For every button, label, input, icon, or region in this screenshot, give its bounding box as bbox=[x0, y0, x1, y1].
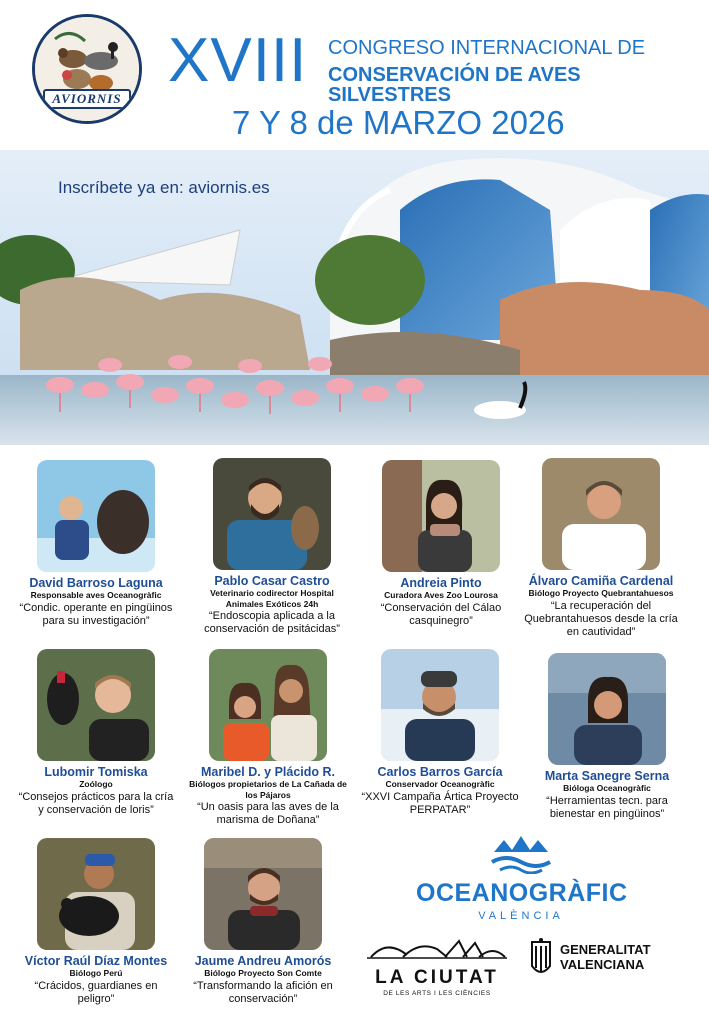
speaker-role: Biólogo Perú bbox=[69, 968, 123, 979]
speaker-name: Lubomir Tomiska bbox=[44, 765, 148, 779]
speaker-talk: “Herramientas tecn. para bienestar en pingüinos” bbox=[546, 794, 668, 820]
speaker-photo bbox=[548, 653, 666, 765]
speaker-role: Biólogos propietarios de La Cañada de los Pájaros bbox=[189, 779, 347, 800]
generalitat-logo bbox=[530, 938, 651, 978]
speaker-talk: “Crácidos, guardianes en peligro” bbox=[34, 979, 158, 1005]
event-dates: 7 Y 8 de MARZO 2026 bbox=[232, 104, 565, 141]
coat-of-arms-icon bbox=[530, 938, 552, 978]
speaker-name: Pablo Casar Castro bbox=[214, 574, 330, 588]
oceanografic-logo bbox=[416, 834, 626, 922]
speaker-talk: “Conservación del Cálao casquinegro” bbox=[380, 601, 502, 627]
speaker-talk: “Consejos prácticos para la cría y conservación de loris” bbox=[18, 790, 174, 816]
speaker-role: Conservador Oceanogràfic bbox=[385, 779, 495, 790]
speaker-card bbox=[192, 458, 352, 636]
congress-title-line2: CONSERVACIÓN DE AVES SILVESTRES bbox=[328, 64, 581, 106]
ciutat-name: LA CIUTAT bbox=[375, 967, 499, 988]
speaker-photo bbox=[37, 838, 155, 950]
aviornis-logo bbox=[32, 14, 142, 124]
speaker-card bbox=[16, 649, 176, 817]
speaker-card bbox=[527, 653, 687, 821]
speaker-photo bbox=[381, 649, 499, 761]
oceanografic-name: OCEANOGRÀFIC bbox=[416, 879, 628, 907]
speaker-card bbox=[16, 460, 176, 628]
speaker-role: Biólogo Proyecto Son Comte bbox=[204, 968, 322, 979]
speaker-photo bbox=[209, 649, 327, 761]
speaker-talk: “Un oasis para las aves de la marisma de Doñana” bbox=[197, 800, 339, 826]
oceanografic-city: VALÈNCIA bbox=[478, 910, 564, 922]
speaker-card bbox=[521, 458, 681, 639]
speaker-talk: “Endoscopia aplicada a la conservación de psitácidas” bbox=[204, 609, 340, 635]
speaker-name: Andreia Pinto bbox=[400, 576, 482, 590]
speaker-name: Carlos Barros García bbox=[377, 765, 503, 779]
speaker-talk: “Condic. operante en pingüinos para su investigación” bbox=[19, 601, 173, 627]
congress-title-line1: CONGRESO INTERNACIONAL DE bbox=[328, 37, 646, 59]
speaker-role: Bióloga Oceanogràfic bbox=[563, 783, 651, 794]
speaker-photo bbox=[37, 460, 155, 572]
speaker-name: Álvaro Camiña Cardenal bbox=[528, 574, 674, 588]
registration-link[interactable]: Inscríbete ya en: aviornis.es bbox=[58, 178, 270, 197]
speaker-name: David Barroso Laguna bbox=[29, 576, 163, 590]
speaker-photo bbox=[37, 649, 155, 761]
speaker-talk: “Transformando la afición en conservación” bbox=[193, 979, 333, 1005]
speaker-name: Maribel D. y Plácido R. bbox=[200, 765, 336, 779]
speaker-role: Curadora Aves Zoo Lourosa bbox=[384, 590, 498, 601]
crown-waves-icon bbox=[486, 834, 556, 874]
logo-banner: AVIORNIS bbox=[43, 89, 131, 109]
speaker-role: Veterinario codirector Hospital Animales Exóticos 24h bbox=[210, 588, 334, 609]
speaker-role: Zoólogo bbox=[79, 779, 113, 790]
generalitat-line1: GENERALITAT bbox=[560, 942, 651, 958]
buildings-skyline-icon bbox=[367, 935, 507, 961]
speaker-card bbox=[16, 838, 176, 1006]
speaker-name: Jaume Andreu Amorós bbox=[194, 954, 332, 968]
speaker-photo bbox=[204, 838, 322, 950]
speaker-card bbox=[183, 838, 343, 1006]
speaker-card bbox=[360, 649, 520, 817]
speaker-role: Biólogo Proyecto Quebrantahuesos bbox=[528, 588, 674, 599]
edition-number: XVIII bbox=[168, 26, 308, 95]
speaker-talk: “La recuperación del Quebrantahuesos desde la cría en cautividad” bbox=[524, 599, 678, 638]
ciutat-subtitle: DE LES ARTS I LES CIÈNCIES bbox=[383, 990, 491, 997]
speaker-role: Responsable aves Oceanogràfic bbox=[30, 590, 162, 601]
speaker-card bbox=[188, 649, 348, 827]
speaker-card bbox=[361, 460, 521, 628]
ciutat-arts-logo bbox=[362, 935, 512, 997]
speaker-name: Víctor Raúl Díaz Montes bbox=[24, 954, 168, 968]
generalitat-line2: VALENCIANA bbox=[560, 957, 645, 972]
speaker-talk: “XXVI Campaña Ártica Proyecto PERPATAR” bbox=[361, 790, 519, 816]
speaker-photo bbox=[542, 458, 660, 570]
speaker-photo bbox=[382, 460, 500, 572]
speaker-photo bbox=[213, 458, 331, 570]
speaker-name: Marta Sanegre Serna bbox=[544, 769, 670, 783]
